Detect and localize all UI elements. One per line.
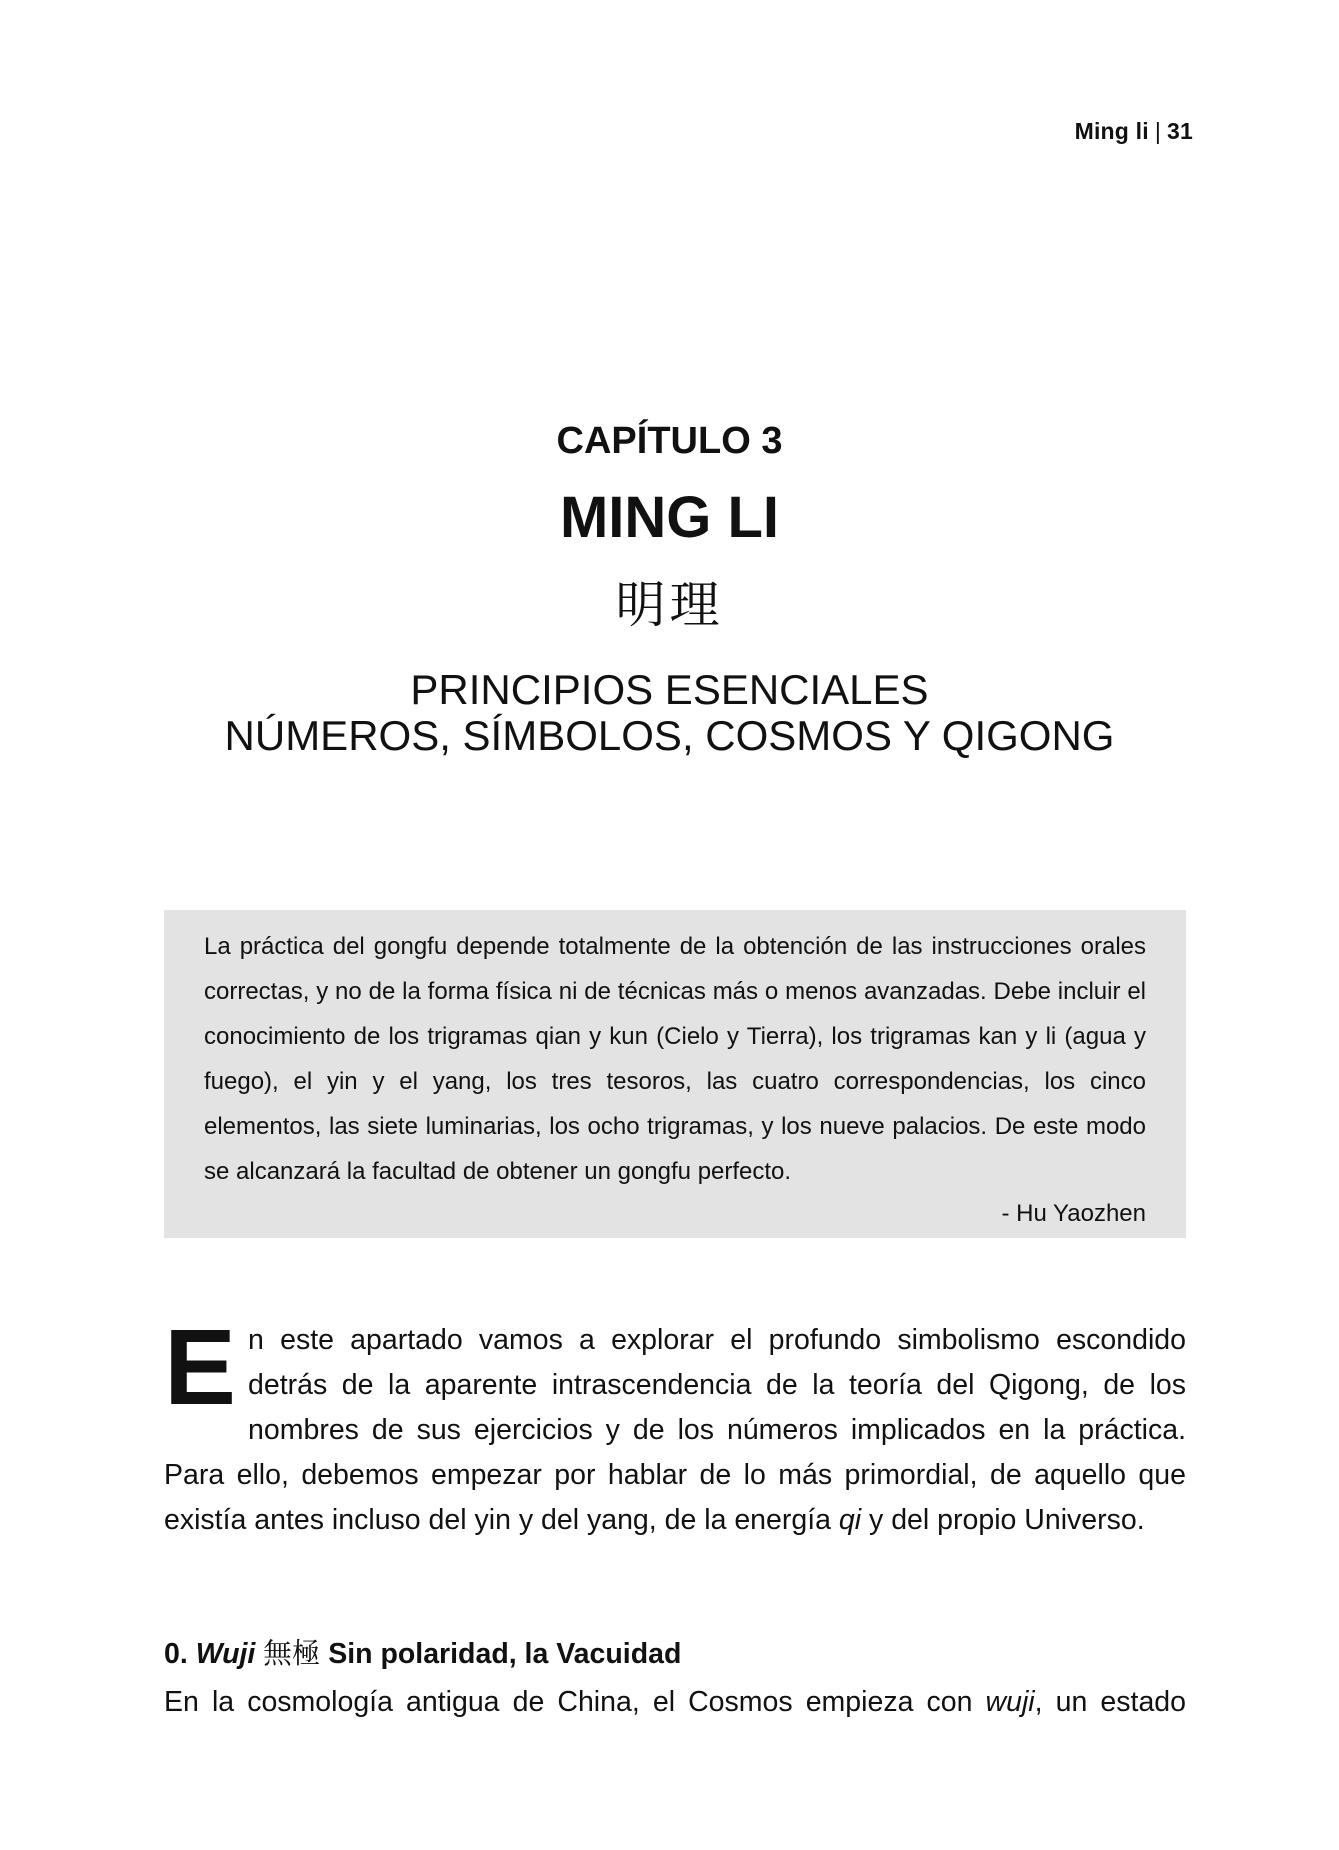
section-heading [164,1634,1186,1674]
epigraph-box [164,910,1186,1238]
page-number: 31 [1167,118,1193,144]
chapter-header [0,415,1339,759]
chapter-label: CAPÍTULO 3 [556,420,783,462]
epigraph-quote: La práctica del gongfu depende totalmente de la obtención de las instrucciones orales correctas, y no de la forma física ni de técnicas más o menos avanzadas. Debe incluir el conocimiento de los trigramas qian y kun (Cielo y Tierra), los trigramas kan y li (agua y fuego), el yin y el yang, los tres tesoros, las cuatro correspondencias, los cinco elementos, las siete luminarias, los ocho trigramas, y los nueve palacios. De este modo se alcanzará la facultad de obtener un gongfu perfecto. [204,933,1146,1185]
intro-term-qi: qi [838,1504,862,1536]
section-text: En la cosmología antigua de China, el Cosmos empieza con [164,1686,986,1718]
chapter-title: MING LI [559,485,780,550]
intro-paragraph [164,1306,1186,1543]
running-head-separator: | [1154,118,1162,144]
section-number: 0. [164,1638,188,1670]
drop-cap: E [164,1306,237,1427]
running-head-title: Ming li [1074,118,1149,144]
section-term: Wuji [195,1638,256,1670]
running-head [1075,118,1193,145]
section-text-end: , un estado [1034,1686,1187,1718]
section-chinese: 無極 [263,1637,321,1670]
chapter-subtitle-line1: PRINCIPIOS ESENCIALES [410,666,929,713]
section-inline-term: wuji [985,1686,1035,1718]
intro-text-end: y del propio Universo. [861,1504,1145,1536]
chapter-chinese-title: 明理 [615,576,724,634]
intro-text: n este apartado vamos a explorar el profundo simbolismo escondido detrás de la aparente intrascendencia de la teoría del Qigong, de los nombres de sus ejercicios y de los números implicados en la práctica. Para ello, debemos empezar por hablar de lo más primordial, de aquello que existía antes incluso del yin y del yang, de la energía [164,1324,1186,1536]
epigraph-author: - Hu Yaozhen [1001,1200,1146,1227]
section-paragraph [164,1680,1186,1725]
chapter-subtitle-line2: NÚMEROS, SÍMBOLOS, COSMOS Y QIGONG [224,712,1115,759]
section-title: Sin polaridad, la Vacuidad [328,1638,682,1670]
